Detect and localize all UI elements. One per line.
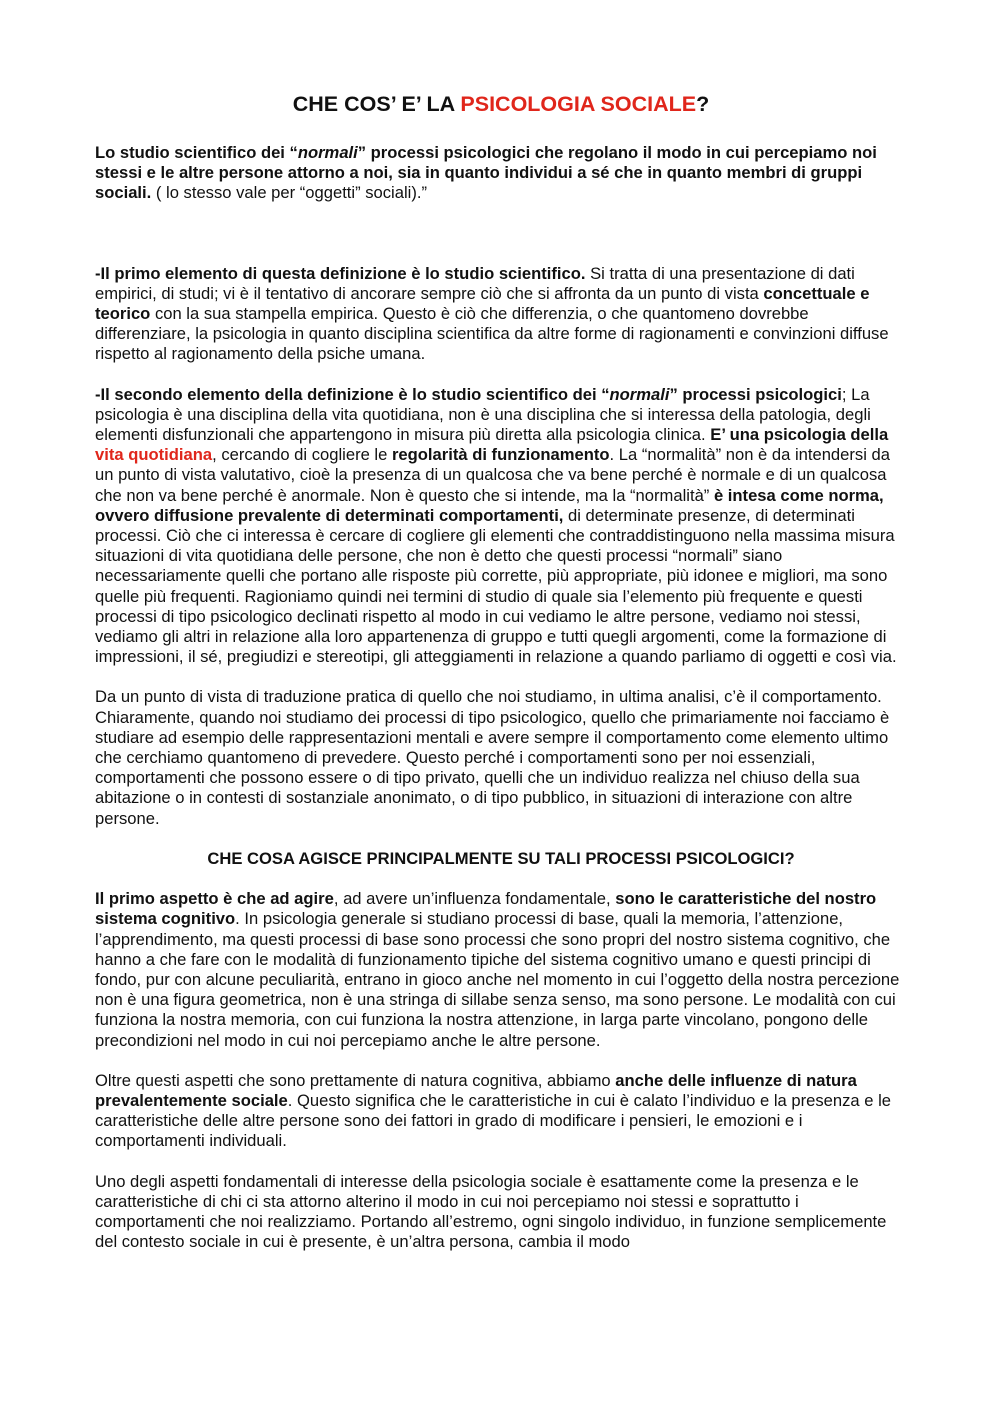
- paragraph-cognitive-system: Il primo aspetto è che ad agire, ad avere un’influenza fondamentale, sono le caratteristiche del nostro sistema cognitivo. In psicologia generale si studiano processi di base, quali la memoria, l’attenzione, l’apprendimento, ma questi processi di base sono processi che sono propri del nostro sistema cognitivo, che hanno a che fare con le modalità di funzionamento tipiche del sistema cognitivo umano e questi principi di fondo, pur con alcune peculiarità, entrano in gioco anche nel momento in cui l’oggetto della nostra percezione non è una figura geometrica, non è una stringa di sillabe senza senso, ma sono persone. Le modalità con cui funziona la nostra memoria, con cui funziona la nostra attenzione, in larga parte vincolano, pongono delle precondizioni nel modo in cui noi percepiamo anche le altre persone.: [95, 889, 900, 1050]
- paragraph-social-context: Uno degli aspetti fondamentali di interesse della psicologia sociale è esattamente come la presenza e le caratteristiche di chi ci sta attorno alterino il modo in cui noi percepiamo noi stessi e soprattutto i comportamenti che noi realizziamo. Portando all’estremo, ogni singolo individuo, in funzione semplicemente del contesto sociale in cui è presente, è un’altra persona, cambia il modo: [95, 1171, 887, 1252]
- paragraph-second-element: -Il secondo elemento della definizione è lo studio scientifico dei “normali” processi psicologici; La psicologia è una disciplina della vita quotidiana, non è una disciplina che si interessa della patologia, degli elementi disfunzionali che appartengono in misura più diretta alla psicologia clinica. E’ una psicologia della vita quotidiana, cercando di cogliere le regolarità di funzionamento. La “normalità” non è da intendersi da un punto di vista valutativo, cioè la presenza di un qualcosa che va bene perché è normale e di un qualcosa che non va bene perché è anormale. Non è questo che si intende, ma la “normalità” è intesa come norma, ovvero diffusione prevalente di determinati comportamenti, di determinate presenze, di determinati processi. Ciò che ci interessa è cercare di cogliere gli elementi che contraddistinguono nella massima misura situazioni di vita quotidiana delle persone, che non è detto che questi processi “normali” siano necessariamente quelli che portano alle risposte più corrette, più appropriate, più idonee e migliori, ma sono quelle più frequenti. Ragioniamo quindi nei termini di studio di quale sia l’elemento più frequente e questi processi di tipo psicologico declinati rispetto al modo in cui vediamo le altre persone, vediamo noi stessi, vediamo gli altri in relazione alla loro appartenenza di gruppo e tutti quegli argomenti, come la formazione di impressioni, il sé, pregiudizi e stereotipi, gli atteggiamenti in relazione a quando parliamo di oggetti e così via.: [95, 384, 897, 667]
- definition-paragraph: Lo studio scientifico dei “normali” processi psicologici che regolano il modo in cui percepiamo noi stessi e le altre persone attorno a noi, sia in quanto individui a sé che in quanto membri di gruppi sociali. ( lo stesso vale per “oggetti” sociali).”: [95, 143, 877, 203]
- title-highlight: PSICOLOGIA SOCIALE: [460, 92, 697, 116]
- document-page: [95, 90, 907, 1252]
- section-heading: CHE COSA AGISCE PRINCIPALMENTE SU TALI PROCESSI PSICOLOGICI?: [207, 848, 795, 868]
- page-title: CHE COS’ E’ LA PSICOLOGIA SOCIALE?: [292, 92, 710, 116]
- paragraph-first-element: -Il primo elemento di questa definizione è lo studio scientifico. Si tratta di una presentazione di dati empirici, di studi; vi è il tentativo di ancorare sempre ciò che si affronta da un punto di vista concettuale e teorico con la sua stampella empirica. Questo è ciò che differenzia, o che quantomeno dovrebbe differenziare, la psicologia in quanto disciplina scientifica da altre forme di ragionamenti e convinzioni diffuse rispetto al ragionamento della psiche umana.: [95, 263, 889, 364]
- highlight-vita-quotidiana: vita quotidiana: [95, 445, 213, 465]
- paragraph-social-influences: Oltre questi aspetti che sono prettamente di natura cognitiva, abbiamo anche delle influenze di natura prevalentemente sociale. Questo significa che le caratteristiche in cui è calato l’individuo e la presenza e le caratteristiche delle altre persone sono dei fattori in grado di modificare i pensieri, le emozioni e i comportamenti individuali.: [95, 1070, 891, 1151]
- paragraph-behaviour: Da un punto di vista di traduzione pratica di quello che noi studiamo, in ultima analisi, c’è il comportamento. Chiaramente, quando noi studiamo dei processi di tipo psicologico, quello che primariamente noi facciamo è studiare ad esempio delle rappresentazioni mentali e avere sempre il comportamento come elemento ultimo che cerchiamo quantomeno di prevedere. Questo perché i comportamenti sono per noi essenziali, comportamenti che possono essere o di tipo privato, quelli che un individuo realizza nel chiuso della sua abitazione o in contesti di sostanziale anonimato, o di tipo pubblico, in situazioni di interazione con altre persone.: [95, 687, 890, 828]
